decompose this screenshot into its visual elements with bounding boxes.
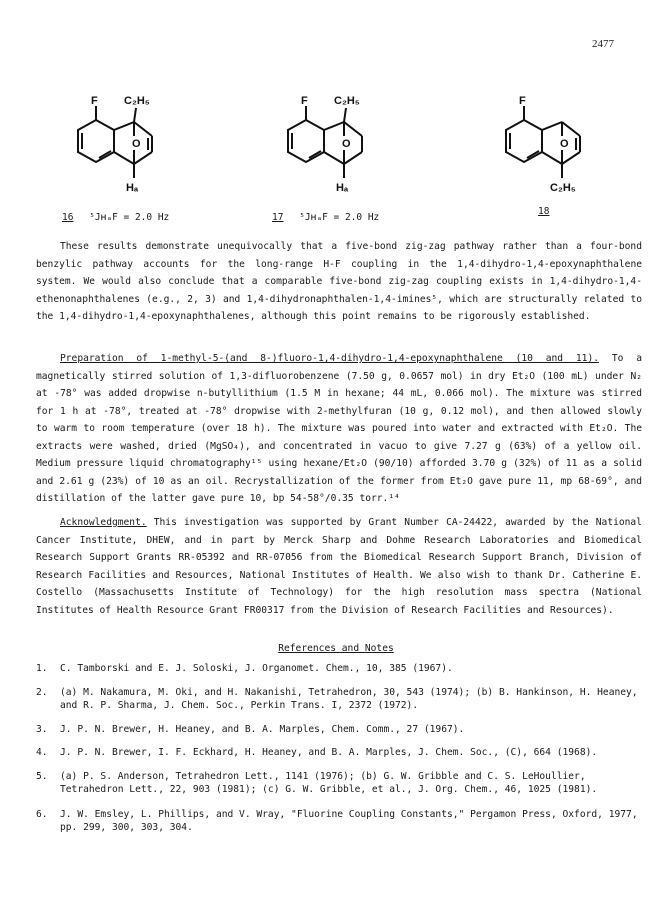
atom-bottom: C₂H₅	[550, 182, 576, 194]
structure-16	[62, 92, 202, 202]
svg-text:O: O	[560, 138, 569, 150]
coupling-constant: ⁵JʜₐF = 2.0 Hz	[89, 212, 170, 223]
acknowledgment-text: This investigation was supported by Grant Number CA-24422, awarded by the National Cancer Institute, DHEW, and in part by Merck Sharp and Dohme Research Laboratories and Biomedical Research Support Grants RR-05392 and RR-07056 from the Biomedical Research Support Branch, Division of Research Facilities and Resources, National Institutes of Health. We also wish to thank Dr. Catherine E. Costello (Massachusetts Institute of Technology) for the high resolution mass spectra (National Institutes of Health Resource Grant FR00317 from the Division of Research Facilities and Resources).	[36, 517, 642, 616]
atom-bottom: Hₐ	[126, 182, 139, 194]
structure-18	[490, 92, 630, 202]
page-number: 2477	[592, 38, 614, 50]
compound-number: 17	[272, 212, 284, 223]
atom-top-left: F	[519, 95, 526, 107]
svg-text:O: O	[342, 138, 351, 150]
structure-17	[272, 92, 412, 202]
atom-top-right: C₂H₅	[124, 95, 150, 107]
atom-top-right: C₂H₅	[334, 95, 360, 107]
preparation-heading: Preparation of 1-methyl-5-(and 8-)fluoro-1,4-dihydro-1,4-epoxynaphthalene (10 and 11).	[60, 353, 600, 364]
coupling-constant: ⁵JʜₐF = 2.0 Hz	[299, 212, 380, 223]
references-title: References and Notes	[278, 643, 394, 654]
paragraph-acknowledgment	[36, 514, 642, 619]
compound-number: 18	[538, 206, 550, 217]
atom-top-left: F	[91, 95, 98, 107]
atom-top-left: F	[301, 95, 308, 107]
svg-text:O: O	[132, 138, 141, 150]
compound-number: 16	[62, 212, 74, 223]
preparation-text: To a magnetically stirred solution of 1,3-difluorobenzene (7.50 g, 0.0657 mol) in dry Et₂O (100 mL) under N₂ at -78° was added dropwise n-butyllithium (1.5 M in hexane; 44 mL, 0.066 mol). The mixture was stirred for 1 h at -78°, treated at -78° dropwise with 2-methylfuran (10 g, 0.12 mol), and then allowed slowly to warm to room temperature (over 18 h). The mixture was poured into water and extracted with Et₂O. The extracts were washed, dried (MgSO₄), and concentrated in vacuo to give 7.27 g (63%) of a yellow oil. Medium pressure liquid chromatography¹⁵ using hexane/Et₂O (90/10) afforded 3.70 g (32%) of 11 as a solid and 2.61 g (23%) of 10 as an oil. Recrystallization of the former from Et₂O gave pure 11, mp 68-69°, and distillation of the latter gave pure 10, bp 54-58°/0.35 torr.¹⁴	[36, 353, 642, 504]
paragraph-results: These results demonstrate unequivocally that a five-bond zig-zag pathway rather than a four-bond benzylic pathway accounts for the long-range H-F coupling in the 1,4-dihydro-1,4-epoxynaphthalene system. We would also conclude that a comparable five-bond zig-zag coupling exists in 1,4-dihydro-1,4-ethenonaphthalenes (e.g., 2, 3) and 1,4-dihydronaphthalen-1,4-imines⁵, which are structurally related to the 1,4-dihydro-1,4-epoxynaphthalenes, although this point remains to be rigorously established.	[36, 241, 642, 322]
atom-bottom: Hₐ	[336, 182, 349, 194]
paragraph-preparation	[36, 350, 642, 508]
acknowledgment-heading: Acknowledgment.	[60, 517, 147, 528]
